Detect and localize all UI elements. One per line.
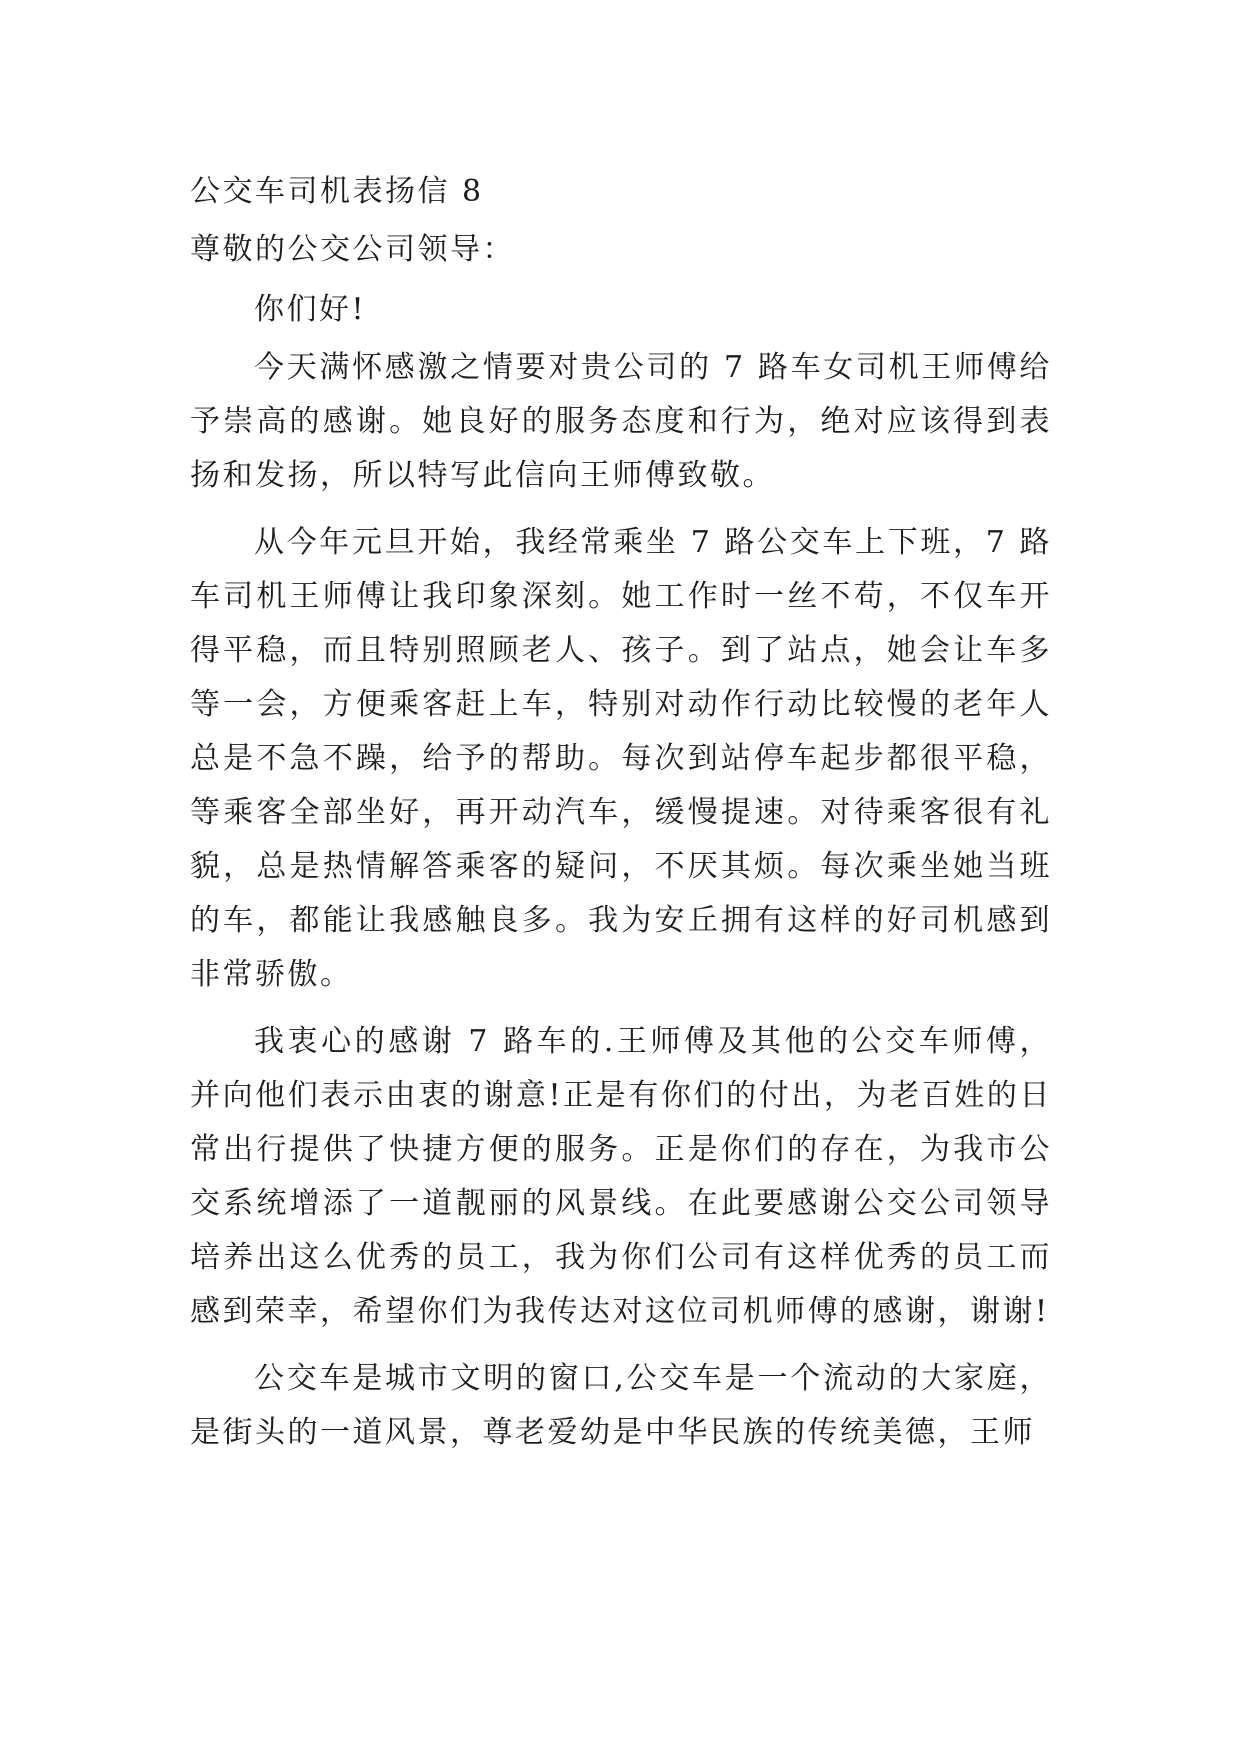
paragraph-2: 从今年元旦开始，我经常乘坐 7 路公交车上下班，7 路车司机王师傅让我印象深刻。她工作时一丝不苟，不仅车开得平稳，而且特别照顾老人、孩子。到了站点，她会让车多等一会，方便乘客赶上车，特别对动作行动比较慢的老年人总是不急不躁，给予的帮助。每次到站停车起步都很平稳，等乘客全部坐好，再开动汽车，缓慢提速。对待乘客很有礼貌，总是热情解答乘客的疑问，不厌其烦。每次乘坐她当班的车，都能让我感触良多。我为安丘拥有这样的好司机感到非常骄傲。 bbox=[190, 525, 1052, 992]
letter-salutation: 尊敬的公交公司领导： bbox=[190, 232, 515, 267]
letter-title: 公交车司机表扬信 8 bbox=[190, 174, 484, 209]
letter-greeting: 你们好! bbox=[254, 292, 367, 327]
paragraph-3: 我衷心的感谢 7 路车的.王师傅及其他的公交车师傅，并向他们表示由衷的谢意!正是有你们的付出，为老百姓的日常出行提供了快捷方便的服务。正是你们的存在，为我市公交系统增添了一道靓丽的风景线。在此要感谢公交公司领导培养出这么优秀的员工，我为你们公司有这样优秀的员工而感到荣幸，希望你们为我传达对这位司机师傅的感谢，谢谢! bbox=[190, 1024, 1052, 1329]
paragraph-4: 公交车是城市文明的窗口,公交车是一个流动的大家庭，是街头的一道风景，尊老爱幼是中华民族的传统美德，王师 bbox=[190, 1361, 1052, 1450]
paragraph-1: 今天满怀感激之情要对贵公司的 7 路车女司机王师傅给予崇高的感谢。她良好的服务态度和行为，绝对应该得到表扬和发扬，所以特写此信向王师傅致敬。 bbox=[190, 350, 1052, 493]
letter-body bbox=[190, 163, 1052, 1473]
